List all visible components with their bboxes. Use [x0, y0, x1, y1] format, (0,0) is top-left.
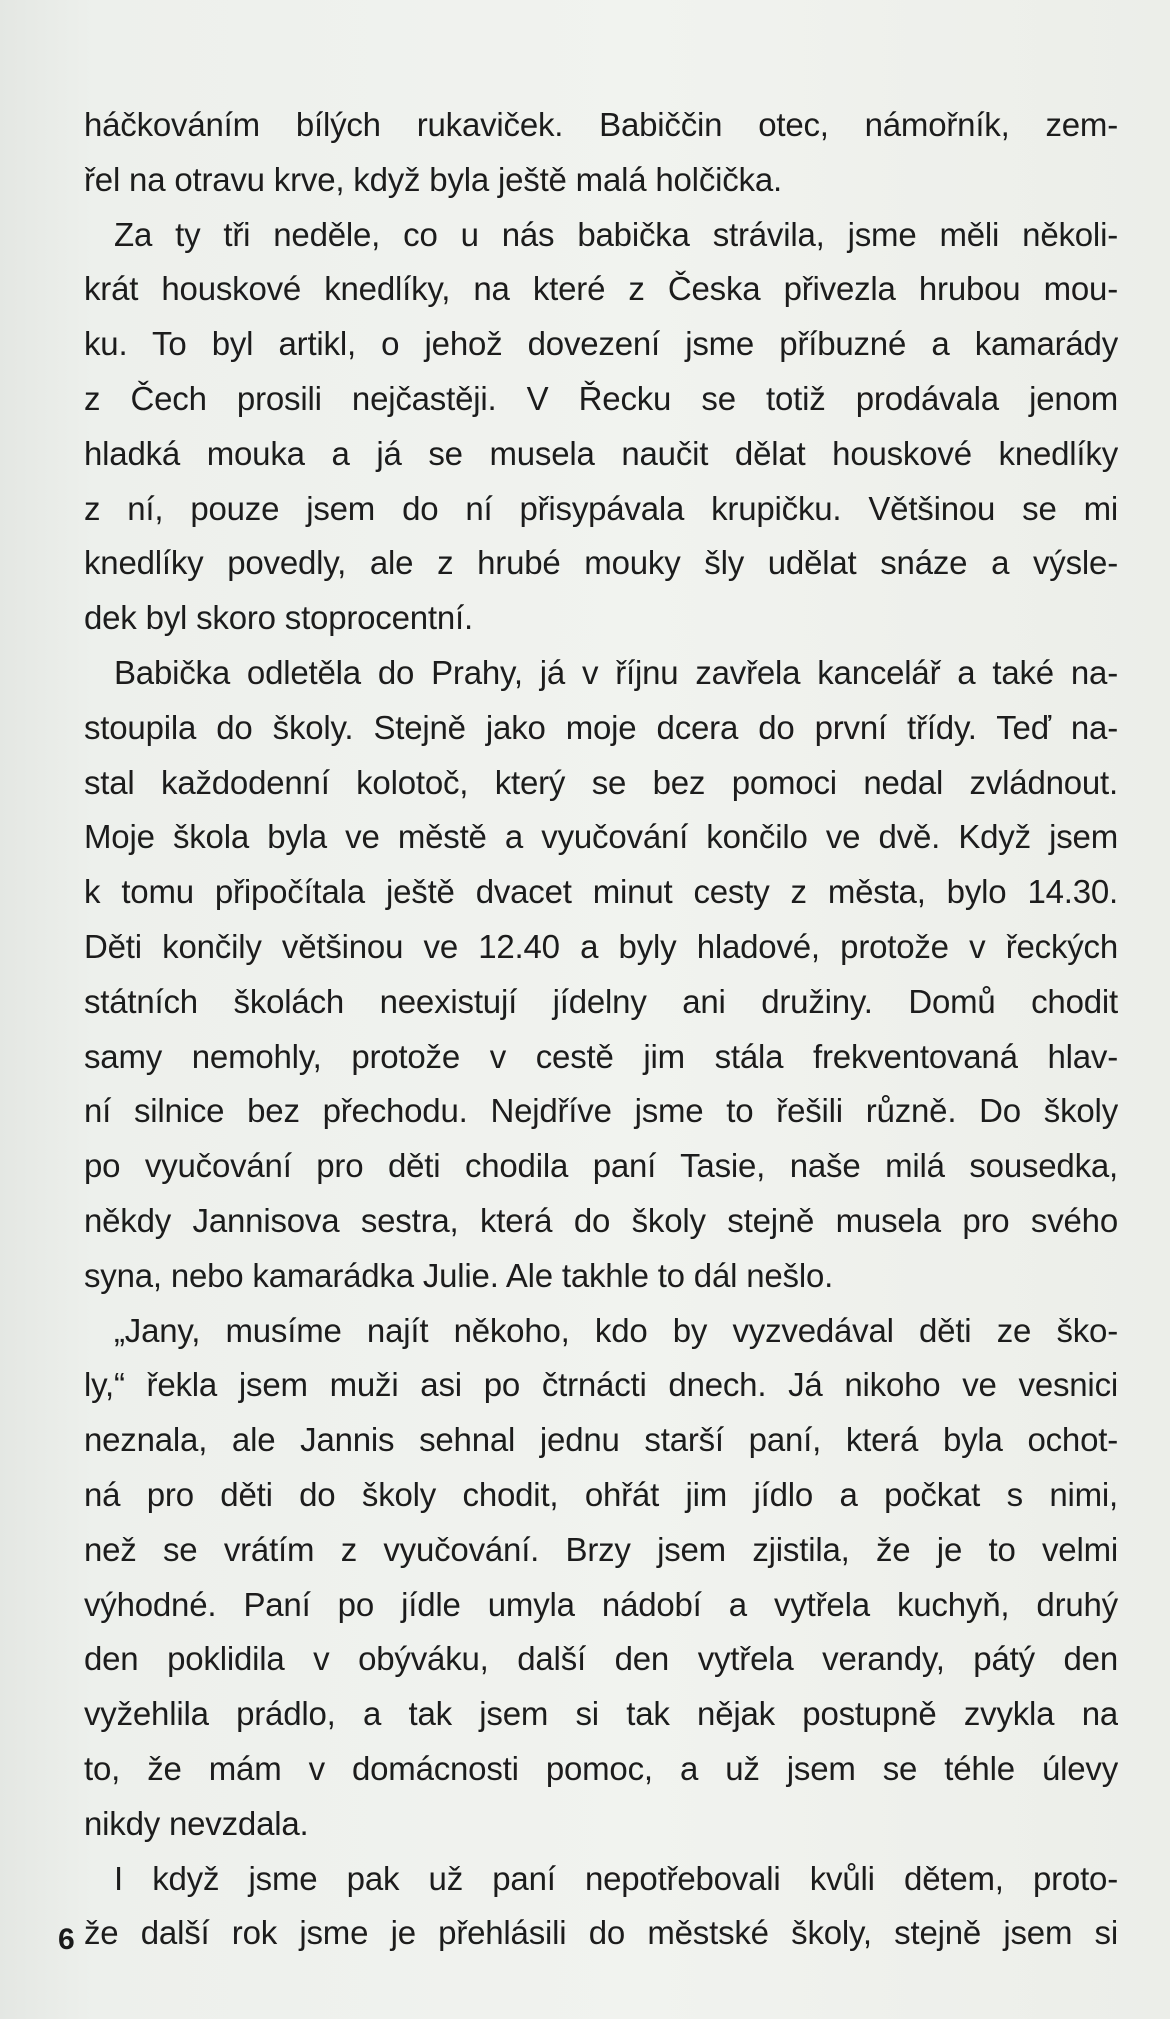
page-number: 6 [58, 1923, 75, 1956]
text-line: než se vrátím z vyučování. Brzy jsem zjistila, že je to velmi [84, 1530, 1118, 1568]
text-line: že další rok jsme je přehlásili do městské školy, stejně jsem si [84, 1914, 1118, 1952]
text-line: háčkováním bílých rukaviček. Babiččin otec, námořník, zem- [84, 106, 1118, 143]
text-line: stoupila do školy. Stejně jako moje dcera do první třídy. Teď na- [84, 708, 1118, 746]
text-line: syna, nebo kamarádka Julie. Ale takhle to dál nešlo. [84, 1256, 834, 1294]
text-line: k tomu připočítala ještě dvacet minut cesty z města, bylo 14.30. [84, 873, 1118, 911]
text-line: z Čech prosili nejčastěji. V Řecku se totiž prodávala jenom [84, 379, 1118, 417]
text-line: Babička odletěla do Prahy, já v říjnu zavřela kancelář a také na- [114, 653, 1118, 691]
body-text [84, 98, 1118, 1961]
text-line: ná pro děti do školy chodit, ohřát jim jídlo a počkat s nimi, [84, 1475, 1118, 1513]
text-line: Moje škola byla ve městě a vyučování končilo ve dvě. Když jsem [84, 818, 1118, 856]
text-line: den poklidila v obýváku, další den vytřela verandy, pátý den [84, 1640, 1118, 1678]
text-line: ly,“ řekla jsem muži asi po čtrnácti dnech. Já nikoho ve vesnici [84, 1366, 1118, 1404]
text-line: Za ty tři neděle, co u nás babička strávila, jsme měli několi- [114, 215, 1118, 253]
text-line: I když jsme pak už paní nepotřebovali kvůli dětem, proto- [114, 1859, 1118, 1897]
text-line: to, že mám v domácnosti pomoc, a už jsem se téhle úlevy [84, 1749, 1118, 1787]
text-line: někdy Jannisova sestra, která do školy stejně musela pro svého [84, 1201, 1118, 1239]
text-line: knedlíky povedly, ale z hrubé mouky šly udělat snáze a výsle- [84, 544, 1118, 582]
text-line: vyžehlila prádlo, a tak jsem si tak nějak postupně zvykla na [84, 1695, 1118, 1733]
text-line: Děti končily většinou ve 12.40 a byly hladové, protože v řeckých [84, 927, 1118, 965]
text-line: „Jany, musíme najít někoho, kdo by vyzvedával děti ze ško- [114, 1311, 1118, 1349]
text-line: samy nemohly, protože v cestě jim stála frekventovaná hlav- [84, 1037, 1118, 1075]
text-line: ní silnice bez přechodu. Nejdříve jsme to řešili různě. Do školy [84, 1092, 1118, 1130]
text-line: nikdy nevzdala. [84, 1804, 309, 1842]
text-line: neznala, ale Jannis sehnal jednu starší paní, která byla ochot- [84, 1421, 1118, 1459]
text-line: stal každodenní kolotoč, který se bez pomoci nedal zvládnout. [84, 763, 1118, 801]
text-line: řel na otravu krve, když byla ještě malá holčička. [84, 160, 782, 198]
text-line: dek byl skoro stoprocentní. [84, 599, 473, 637]
text-line: z ní, pouze jsem do ní přisypávala krupičku. Většinou se mi [84, 489, 1118, 527]
text-line: krát houskové knedlíky, na které z Česka přivezla hrubou mou- [84, 270, 1118, 308]
text-line: ku. To byl artikl, o jehož dovezení jsme příbuzné a kamarády [84, 325, 1118, 363]
text-line: po vyučování pro děti chodila paní Tasie, naše milá sousedka, [84, 1147, 1118, 1185]
text-line: hladká mouka a já se musela naučit dělat houskové knedlíky [84, 434, 1118, 472]
text-line: výhodné. Paní po jídle umyla nádobí a vytřela kuchyň, druhý [84, 1585, 1118, 1623]
text-line: státních školách neexistují jídelny ani družiny. Domů chodit [84, 982, 1118, 1020]
